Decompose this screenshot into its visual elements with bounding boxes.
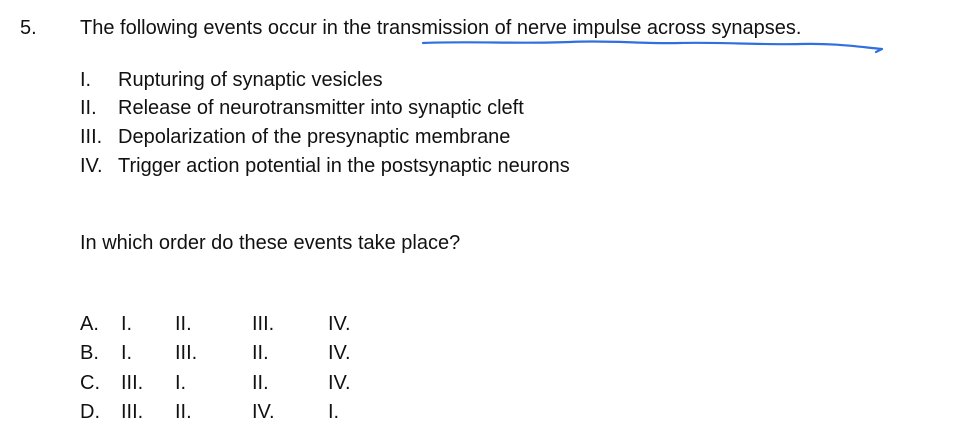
event-text: Depolarization of the presynaptic membrane: [118, 126, 511, 148]
option-step: II.: [252, 372, 269, 394]
option-letter: A.: [80, 313, 99, 335]
option-step: II.: [252, 342, 269, 364]
option-step: IV.: [328, 313, 351, 335]
option-letter: C.: [80, 372, 100, 394]
option-step: III.: [175, 342, 198, 364]
question-prompt: In which order do these events take place?: [80, 232, 461, 254]
event-numeral: II.: [80, 97, 97, 119]
option-step: II.: [175, 313, 192, 335]
option-step: IV.: [328, 372, 351, 394]
option-step: I.: [175, 372, 187, 394]
question-number: 5.: [20, 17, 37, 39]
option-step: II.: [175, 401, 192, 423]
event-text: Trigger action potential in the postsynaptic neurons: [118, 155, 570, 177]
question-stem: The following events occur in the transmission of nerve impulse across synapses.: [80, 17, 802, 39]
option-step: III.: [252, 313, 275, 335]
event-text: Rupturing of synaptic vesicles: [118, 69, 383, 91]
option-step: IV.: [328, 342, 351, 364]
option-step: III.: [121, 372, 144, 394]
option-step: I.: [121, 313, 133, 335]
event-numeral: IV.: [80, 155, 103, 177]
event-numeral: I.: [80, 69, 92, 91]
event-text: Release of neurotransmitter into synaptic cleft: [118, 97, 524, 119]
underline-stroke: [423, 41, 882, 52]
option-letter: B.: [80, 342, 99, 364]
option-step: III.: [121, 401, 144, 423]
option-step: I.: [121, 342, 133, 364]
event-numeral: III.: [80, 126, 103, 148]
option-step: IV.: [252, 401, 275, 423]
option-letter: D.: [80, 401, 100, 423]
option-step: I.: [328, 401, 340, 423]
